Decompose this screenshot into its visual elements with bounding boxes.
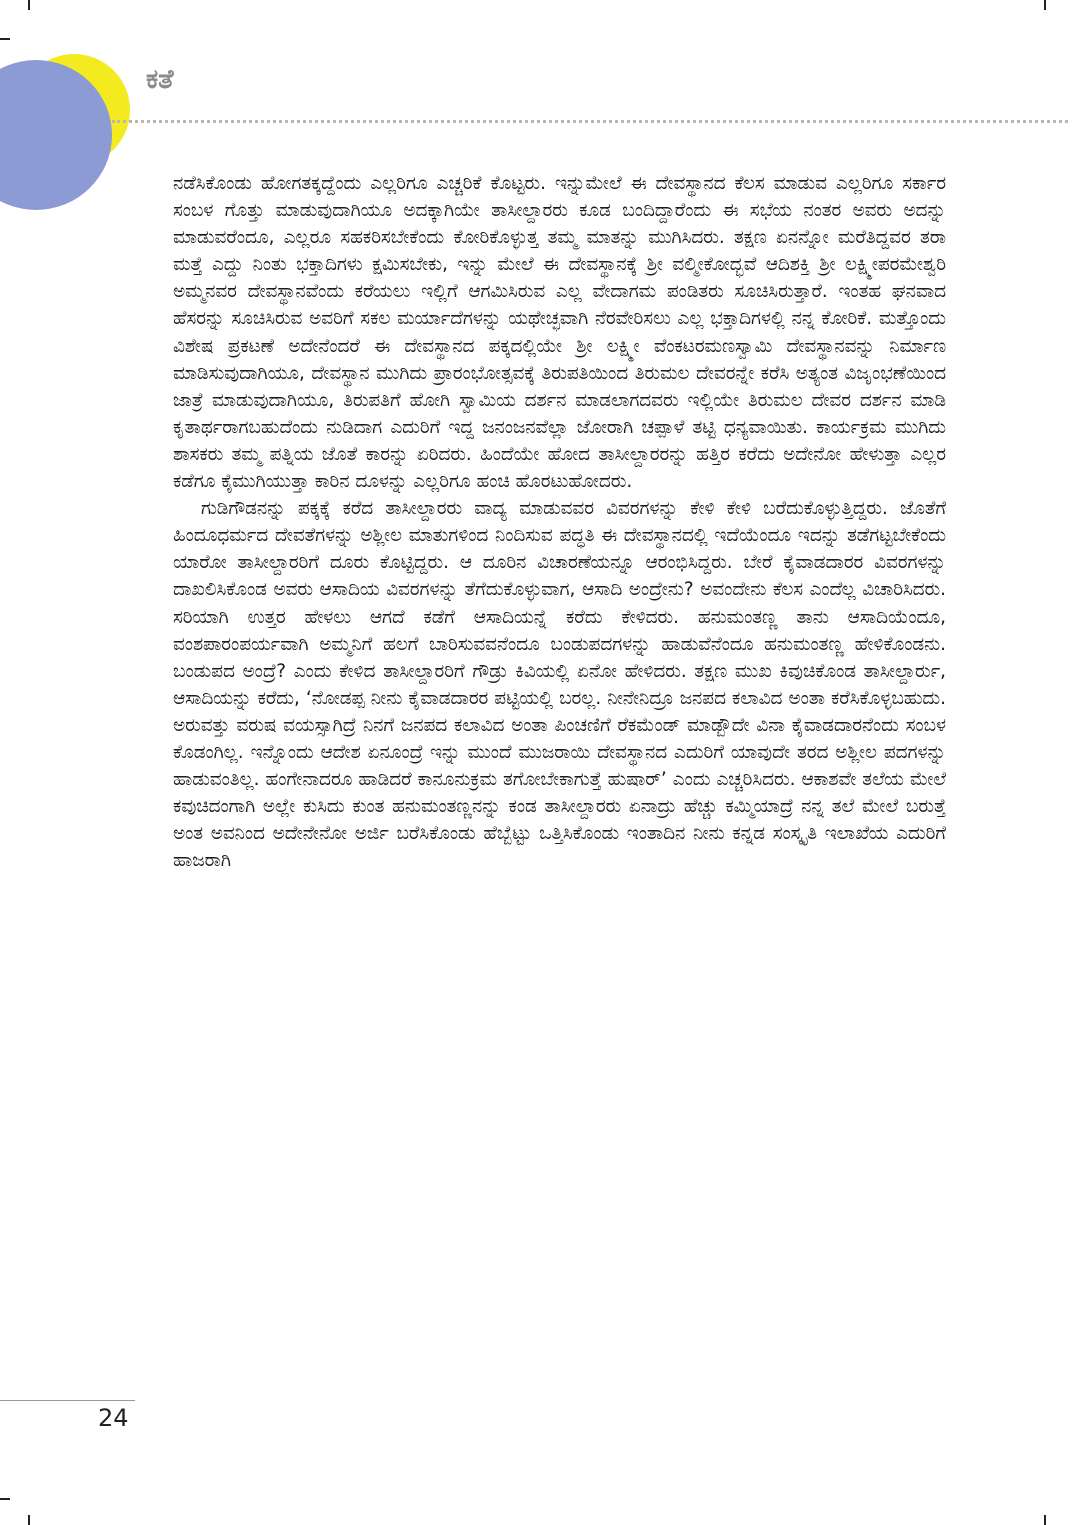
crop-mark-bottom-right	[1044, 1515, 1046, 1525]
paragraph-1: ನಡೆಸಿಕೊಂಡು ಹೋಗತಕ್ಕದ್ದೆಂದು ಎಲ್ಲರಿಗೂ ಎಚ್ಚರಿಕೆ ಕೊಟ್ಟರು. ಇನ್ನುಮೇಲೆ ಈ ದೇವಸ್ಥಾನದ ಕೆಲಸ ಮಾಡುವ ಎಲ್ಲರಿಗೂ ಸರ್ಕಾರ ಸಂಬಳ ಗೊತ್ತು ಮಾಡುವುದಾಗಿಯೂ ಅದಕ್ಕಾಗಿಯೇ ತಾಸೀಲ್ದಾರರು ಕೂಡ ಬಂದಿದ್ದಾರೆಂದು ಈ ಸಭೆಯ ನಂತರ ಅವರು ಅದನ್ನು ಮಾಡುವರೆಂದೂ, ಎಲ್ಲರೂ ಸಹಕರಿಸಬೇಕೆಂದು ಕೋರಿಕೊಳ್ಳುತ್ತ ತಮ್ಮ ಮಾತನ್ನು ಮುಗಿಸಿದರು. ತಕ್ಷಣ ಏನನ್ನೋ ಮರೆತಿದ್ದವರ ತರಾ ಮತ್ತೆ ಎದ್ದು ನಿಂತು ಭಕ್ತಾದಿಗಳು ಕ್ಷಮಿಸಬೇಕು, ಇನ್ನು ಮೇಲೆ ಈ ದೇವಸ್ಥಾನಕ್ಕೆ ಶ್ರೀ ವಲ್ಮೀಕೋದ್ಭವೆ ಆದಿಶಕ್ತಿ ಶ್ರೀ ಲಕ್ಷ್ಮೀಪರಮೇಶ್ವರಿ ಅಮ್ಮನವರ ದೇವಸ್ಥಾನವೆಂದು ಕರೆಯಲು ಇಲ್ಲಿಗೆ ಆಗಮಿಸಿರುವ ಎಲ್ಲ ವೇದಾಗಮ ಪಂಡಿತರು ಸೂಚಿಸಿರುತ್ತಾರೆ. ಇಂತಹ ಘನವಾದ ಹೆಸರನ್ನು ಸೂಚಿಸಿರುವ ಅವರಿಗೆ ಸಕಲ ಮರ್ಯಾದೆಗಳನ್ನು ಯಥೇಚ್ಛವಾಗಿ ನೆರವೇರಿಸಲು ಎಲ್ಲ ಭಕ್ತಾದಿಗಳಲ್ಲಿ ನನ್ನ ಕೋರಿಕೆ. ಮತ್ತೊಂದು ವಿಶೇಷ ಪ್ರಕಟಣೆ ಅದೇನೆಂದರೆ ಈ ದೇವಸ್ಥಾನದ ಪಕ್ಕದಲ್ಲಿಯೇ ಶ್ರೀ ಲಕ್ಷ್ಮೀ ವೆಂಕಟರಮಣಸ್ವಾಮಿ ದೇವಸ್ಥಾನವನ್ನು ನಿರ್ಮಾಣ ಮಾಡಿಸುವುದಾಗಿಯೂ, ದೇವಸ್ಥಾನ ಮುಗಿದು ಪ್ರಾರಂಭೋತ್ಸವಕ್ಕೆ ತಿರುಪತಿಯಿಂದ ತಿರುಮಲ ದೇವರನ್ನೇ ಕರೆಸಿ ಅತ್ಯಂತ ವಿಜೃಂಭಣೆಯಿಂದ ಜಾತ್ರೆ ಮಾಡುವುದಾಗಿಯೂ, ತಿರುಪತಿಗೆ ಹೋಗಿ ಸ್ವಾಮಿಯ ದರ್ಶನ ಮಾಡಲಾಗದವರು ಇಲ್ಲಿಯೇ ತಿರುಮಲ ದೇವರ ದರ್ಶನ ಮಾಡಿ ಕೃತಾರ್ಥರಾಗಬಹುದೆಂದು ನುಡಿದಾಗ ಎದುರಿಗೆ ಇದ್ದ ಜನಂಜನವೆಲ್ಲಾ ಜೋರಾಗಿ ಚಪ್ಪಾಳೆ ತಟ್ಟಿ ಧನ್ಯವಾಯಿತು. ಕಾರ್ಯಕ್ರಮ ಮುಗಿದು ಶಾಸಕರು ತಮ್ಮ ಪತ್ನಿಯ ಜೊತೆ ಕಾರನ್ನು ಏರಿದರು. ಹಿಂದೆಯೇ ಹೋದ ತಾಸೀಲ್ದಾರರನ್ನು ಹತ್ತಿರ ಕರೆದು ಅದೇನೋ ಹೇಳುತ್ತಾ ಎಲ್ಲರ ಕಡೆಗೂ ಕೈಮುಗಿಯುತ್ತಾ ಕಾರಿನ ದೂಳನ್ನು ಎಲ್ಲರಿಗೂ ಹಂಚಿ ಹೊರಟುಹೋದರು.	[173, 173, 946, 493]
crop-mark-top-right	[1044, 0, 1046, 10]
header-dotted-rule	[112, 120, 1068, 123]
paragraph-2: ಗುಡಿಗೌಡನನ್ನು ಪಕ್ಕಕ್ಕೆ ಕರೆದ ತಾಸೀಲ್ದಾರರು ವಾದ್ಯ ಮಾಡುವವರ ವಿವರಗಳನ್ನು ಕೇಳಿ ಕೇಳಿ ಬರೆದುಕೊಳ್ಳುತ್ತಿದ್ದರು. ಜೊತೆಗೆ ಹಿಂದೂಧರ್ಮದ ದೇವತೆಗಳನ್ನು ಅಶ್ಲೀಲ ಮಾತುಗಳಿಂದ ನಿಂದಿಸುವ ಪದ್ಧತಿ ಈ ದೇವಸ್ಥಾನದಲ್ಲಿ ಇದೆಯೆಂದೂ ಇದನ್ನು ತಡೆಗಟ್ಟಬೇಕೆಂದು ಯಾರೋ ತಾಸೀಲ್ದಾರರಿಗೆ ದೂರು ಕೊಟ್ಟಿದ್ದರು. ಆ ದೂರಿನ ವಿಚಾರಣೆಯನ್ನೂ ಆರಂಭಿಸಿದ್ದರು. ಬೇರೆ ಕೈವಾಡದಾರರ ವಿವರಗಳನ್ನು ದಾಖಲಿಸಿಕೊಂಡ ಅವರು ಆಸಾದಿಯ ವಿವರಗಳನ್ನು ತೆಗೆದುಕೊಳ್ಳುವಾಗ, ಆಸಾದಿ ಅಂದ್ರೇನು? ಅವಂದೇನು ಕೆಲಸ ಎಂದೆಲ್ಲ ವಿಚಾರಿಸಿದರು. ಸರಿಯಾಗಿ ಉತ್ತರ ಹೇಳಲು ಆಗದೆ ಕಡೆಗೆ ಆಸಾದಿಯನ್ನೆ ಕರೆದು ಕೇಳಿದರು. ಹನುಮಂತಣ್ಣ ತಾನು ಆಸಾದಿಯೆಂದೂ, ವಂಶಪಾರಂಪರ್ಯವಾಗಿ ಅಮ್ಮನಿಗೆ ಹಲಗೆ ಬಾರಿಸುವವನೆಂದೂ ಬಂಡುಪದಗಳನ್ನು ಹಾಡುವೆನೆಂದೂ ಹನುಮಂತಣ್ಣ ಹೇಳಿಕೊಂಡನು. ಬಂಡುಪದ ಅಂದ್ರೆ? ಎಂದು ಕೇಳಿದ ತಾಸೀಲ್ದಾರರಿಗೆ ಗೌಡ್ರು ಕಿವಿಯಲ್ಲಿ ಏನೋ ಹೇಳಿದರು. ತಕ್ಷಣ ಮುಖ ಕಿವುಚಿಕೊಂಡ ತಾಸೀಲ್ದಾರ್ರು, ಆಸಾದಿಯನ್ನು ಕರೆದು, ‘ನೋಡಪ್ಪ ನೀನು ಕೈವಾಡದಾರರ ಪಟ್ಟಿಯಲ್ಲಿ ಬರಲ್ಲ. ನೀನೇನಿದ್ರೂ ಜನಪದ ಕಲಾವಿದ ಅಂತಾ ಕರೆಸಿಕೊಳ್ಳಬಹುದು. ಅರುವತ್ತು ವರುಷ ವಯಸ್ಸಾಗಿದ್ರೆ ನಿನಗೆ ಜನಪದ ಕಲಾವಿದ ಅಂತಾ ಪಿಂಚಣಿಗೆ ರೆಕಮೆಂಡ್ ಮಾಡ್ಬೌದೇ ವಿನಾ ಕೈವಾಡದಾರನೆಂದು ಸಂಬಳ ಕೊಡಂಗಿಲ್ಲ. ಇನ್ನೊಂದು ಆದೇಶ ಏನೂಂದ್ರೆ ಇನ್ನು ಮುಂದೆ ಮುಜರಾಯಿ ದೇವಸ್ಥಾನದ ಎದುರಿಗೆ ಯಾವುದೇ ತರದ ಅಶ್ಲೀಲ ಪದಗಳನ್ನು ಹಾಡುವಂತಿಲ್ಲ. ಹಂಗೇನಾದರೂ ಹಾಡಿದರೆ ಕಾನೂನುಕ್ರಮ ತಗೋಬೇಕಾಗುತ್ತೆ ಹುಷಾರ್’ ಎಂದು ಎಚ್ಚರಿಸಿದರು. ಆಕಾಶವೇ ತಲೆಯ ಮೇಲೆ ಕವುಚಿದಂಗಾಗಿ ಅಲ್ಲೇ ಕುಸಿದು ಕುಂತ ಹನುಮಂತಣ್ಣನನ್ನು ಕಂಡ ತಾಸೀಲ್ದಾರರು ಏನಾದ್ರು ಹೆಚ್ಚು ಕಮ್ಮಿಯಾದ್ರೆ ನನ್ನ ತಲೆ ಮೇಲೆ ಬರುತ್ತೆ ಅಂತ ಅವನಿಂದ ಅದೇನೇನೋ ಅರ್ಜಿ ಬರೆಸಿಕೊಂಡು ಹೆಬ್ಬೆಟ್ಟು ಒತ್ತಿಸಿಕೊಂಡು ಇಂತಾದಿನ ನೀನು ಕನ್ನಡ ಸಂಸ್ಕೃತಿ ಇಲಾಖೆಯ ಎದುರಿಗೆ ಹಾಜರಾಗಿ	[173, 498, 946, 872]
crop-mark-left-bottom	[0, 1498, 10, 1500]
crop-mark-left-top	[0, 38, 10, 40]
crop-mark-bottom-left	[28, 1515, 30, 1525]
footer-rule	[0, 1400, 135, 1401]
page-number: 24	[98, 1404, 129, 1432]
crop-mark-top-left	[28, 0, 30, 10]
section-label: ಕತೆ	[146, 64, 174, 95]
body-text	[173, 170, 946, 874]
